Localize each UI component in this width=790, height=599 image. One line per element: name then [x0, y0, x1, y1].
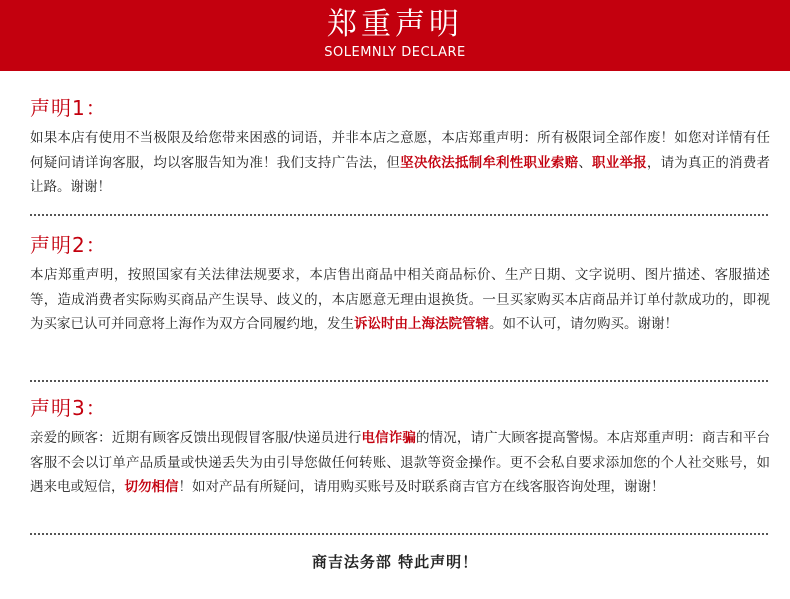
footer-signature: 商吉法务部 特此声明！	[311, 553, 479, 571]
declaration-1-body	[30, 126, 770, 200]
declaration-1-text: 、	[578, 154, 593, 171]
declaration-3-title: 声明3：	[30, 396, 107, 420]
declaration-2-body	[30, 263, 770, 337]
declaration-1-text: ，请为真正的消费者让路。谢谢！	[30, 154, 771, 195]
declaration-1-highlight: 职业举报	[592, 154, 647, 171]
declaration-1-text: 如果本店有使用不当极限及给您带来困惑的词语，并非本店之意愿，本店郑重声明：所有极限词全部作废！如您对详情有任何疑问请详询客服，均以客服告知为准！我们支持广告法，但	[30, 130, 770, 171]
declaration-2-text: 本店郑重声明，按照国家有关法律法规要求，本店售出商品中相关商品标价、生产日期、文字说明、图片描述、客服描述等，造成消费者实际购买商品产生误导、歧义的，本店愿意无理由退换货。一旦买家购买本店商品并订单付款成功的，即视为买家已认可并同意将上海作为双方合同履约地，发生	[30, 267, 770, 332]
declaration-3-body	[30, 426, 770, 500]
page-subtitle: SOLEMNLY DECLARE	[324, 45, 466, 60]
declaration-2	[30, 233, 770, 337]
divider	[30, 214, 768, 216]
declaration-1-highlight: 坚决依法抵制牟利性职业索赔	[400, 154, 579, 171]
declaration-3-highlight: 切勿相信	[124, 479, 179, 495]
declaration-3-highlight: 电信诈骗	[361, 430, 417, 446]
declaration-3-text: ！如对产品有所疑问，请用购买账号及时联系商吉官方在线客服咨询处理，谢谢！	[178, 479, 665, 495]
declaration-2-title: 声明2：	[30, 233, 107, 257]
declaration-2-highlight: 诉讼时由上海法院管辖	[354, 316, 489, 332]
declaration-1-title: 声明1：	[30, 96, 107, 120]
header-banner	[0, 0, 790, 71]
page-title: 郑重声明	[327, 7, 463, 42]
divider	[30, 533, 768, 535]
declaration-1	[30, 96, 770, 200]
divider	[30, 380, 768, 382]
declaration-2-text: 。如不认可，请勿购买。谢谢！	[489, 316, 678, 332]
declaration-3-text: 的情况，请广大顾客提高警惕。本店郑重声明：商吉和平台客服不会以订单产品质量或快递丢失为由引导您做任何转账、退款等资金操作。更不会私自要求添加您的个人社交账号，如遇来电或短信，	[30, 430, 770, 495]
declaration-3	[30, 396, 770, 500]
declaration-3-text: 亲爱的顾客：近期有顾客反馈出现假冒客服/快递员进行	[30, 430, 362, 446]
